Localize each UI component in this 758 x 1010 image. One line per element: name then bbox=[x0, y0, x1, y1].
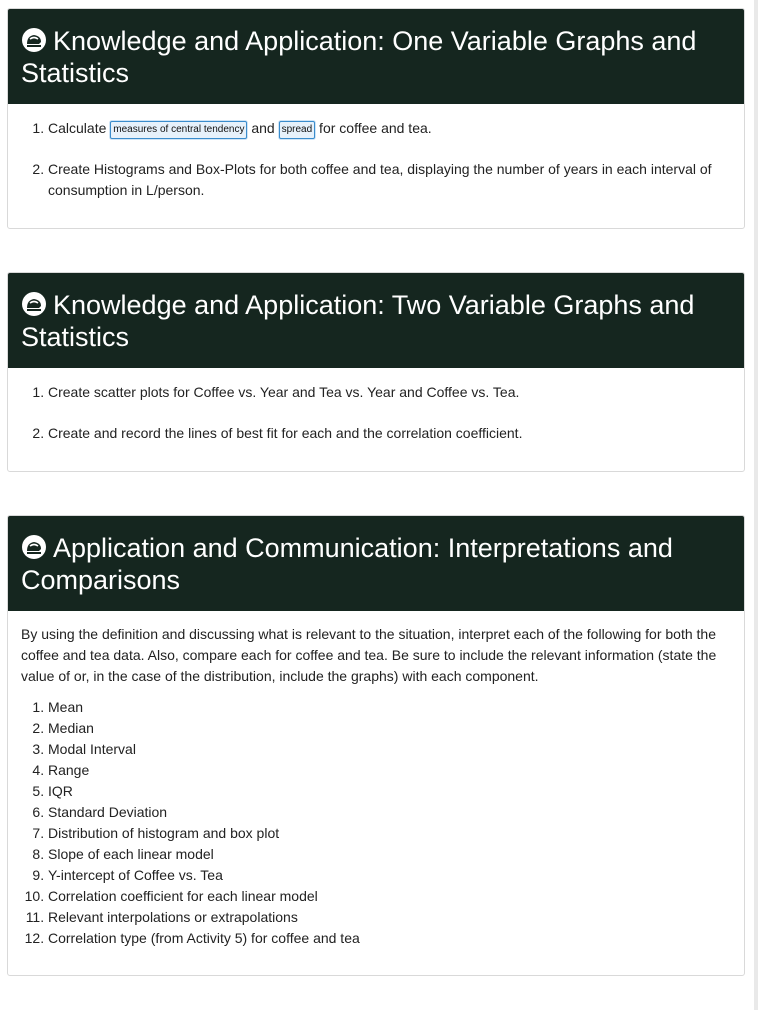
section-body bbox=[8, 104, 744, 215]
list-item: 1. Create scatter plots for Coffee vs. Year and Tea vs. Year and Coffee vs. Tea. bbox=[48, 382, 731, 403]
section-title bbox=[21, 532, 731, 596]
list-item: 11. Relevant interpolations or extrapolations bbox=[48, 907, 731, 928]
section-body bbox=[8, 611, 744, 963]
list-item: 5. IQR bbox=[48, 781, 731, 802]
list-item: 1. Mean bbox=[48, 697, 731, 718]
section-title bbox=[21, 25, 731, 89]
list-item-text: for coffee and tea. bbox=[315, 120, 432, 136]
list-item: 12. Correlation type (from Activity 5) for coffee and tea bbox=[48, 928, 731, 949]
section-title bbox=[21, 289, 731, 353]
list-item: 4. Range bbox=[48, 760, 731, 781]
list-item: 2. Create and record the lines of best fit for each and the correlation coefficient. bbox=[48, 423, 731, 444]
list-item: 2. Create Histograms and Box-Plots for both coffee and tea, displaying the number of years in each interval of consumption in L/person. bbox=[48, 159, 731, 201]
section-title-text: Application and Communication: Interpretations and Comparisons bbox=[21, 533, 673, 595]
list-item-text: Calculate bbox=[48, 120, 111, 136]
coffee-pot-icon bbox=[21, 27, 47, 53]
section-card-interpretations bbox=[7, 515, 745, 976]
component-list bbox=[21, 697, 731, 949]
instructions-paragraph: By using the definition and discussing what is relevant to the situation, interpret each of the following for both the coffee and tea data. Also, compare each for coffee and tea. Be sure to include the relevant information (state the value of or, in the case of the distribution, include the graphs) with each component. bbox=[21, 626, 717, 684]
task-list bbox=[21, 118, 731, 201]
list-item: 7. Distribution of histogram and box plot bbox=[48, 823, 731, 844]
coffee-pot-icon bbox=[21, 291, 47, 317]
glossary-term-spread[interactable]: spread bbox=[279, 121, 316, 139]
list-item: 6. Standard Deviation bbox=[48, 802, 731, 823]
section-card-two-variable bbox=[7, 272, 745, 472]
section-body bbox=[8, 368, 744, 458]
section-title-text: Knowledge and Application: One Variable Graphs and Statistics bbox=[21, 26, 697, 88]
list-item: 9. Y-intercept of Coffee vs. Tea bbox=[48, 865, 731, 886]
section-title-text: Knowledge and Application: Two Variable Graphs and Statistics bbox=[21, 290, 695, 352]
section-header bbox=[8, 516, 744, 611]
list-item: 3. Modal Interval bbox=[48, 739, 731, 760]
task-list bbox=[21, 382, 731, 444]
list-item: 2. Median bbox=[48, 718, 731, 739]
list-item: 8. Slope of each linear model bbox=[48, 844, 731, 865]
list-item: 10. Correlation coefficient for each linear model bbox=[48, 886, 731, 907]
list-item-text: and bbox=[247, 120, 279, 136]
section-header bbox=[8, 9, 744, 104]
page-scrollbar[interactable] bbox=[754, 0, 758, 1010]
section-card-one-variable bbox=[7, 8, 745, 229]
coffee-pot-icon bbox=[21, 534, 47, 560]
list-item bbox=[48, 118, 731, 139]
glossary-term-central-tendency[interactable]: measures of central tendency bbox=[110, 121, 247, 139]
section-header bbox=[8, 273, 744, 368]
